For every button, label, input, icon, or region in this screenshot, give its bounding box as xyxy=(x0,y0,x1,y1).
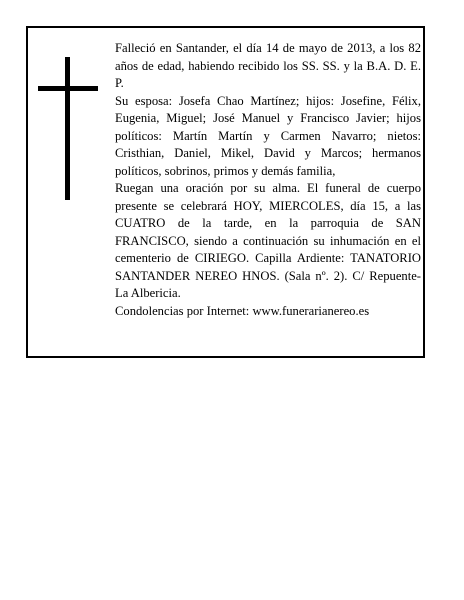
cross-vertical-bar xyxy=(65,57,70,200)
cross-horizontal-bar xyxy=(38,86,98,91)
obituary-notice xyxy=(26,26,425,358)
notice-paragraph-condolences: Condolencias por Internet: www.funerarianereo.es xyxy=(115,303,370,318)
notice-paragraph-death: Falleció en Santander, el día 14 de mayo de 2013, a los 82 años de edad, habiendo recibido los SS. SS. y la B.A. D. E. P. xyxy=(115,41,421,90)
notice-paragraph-family: Su esposa: Josefa Chao Martínez; hijos: Josefine, Félix, Eugenia, Miguel; José Manuel y Francisco Javier; hijos políticos: Martín Martín y Carmen Navarro; nietos: Cristhian, Daniel, Mikel, David y Marcos; hermanos políticos, sobrinos, primos y demás familia, xyxy=(115,93,421,178)
cross-icon xyxy=(38,57,98,200)
notice-paragraph-funeral: Ruegan una oración por su alma. El funeral de cuerpo presente se celebrará HOY, MIERCOLES, día 15, a las CUATRO de la tarde, en la parroquia de SAN FRANCISCO, siendo a continuación su inhumación en el cementerio de CIRIEGO. Capilla Ardiente: TANATORIO SANTANDER NEREO HNOS. (Sala nº. 2). C/ Repuente-La Albericia. xyxy=(115,181,421,300)
notice-text xyxy=(115,40,421,320)
